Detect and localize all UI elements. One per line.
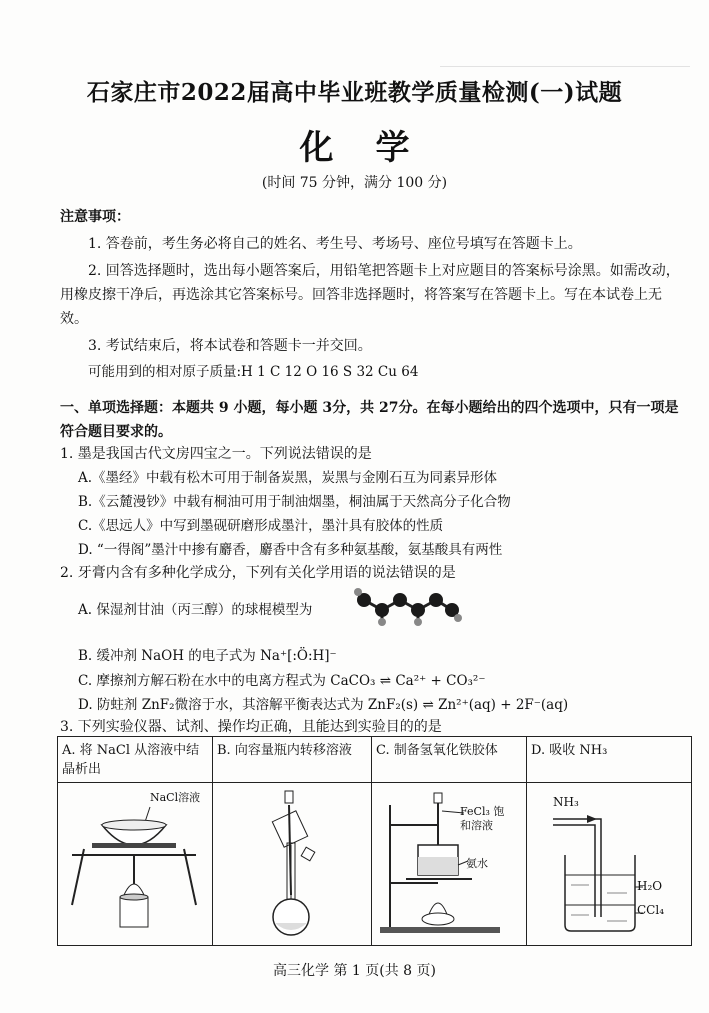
- option-d-text: D. 防蛀剂 ZnF₂微溶于水，其溶解平衡表达式为: [78, 697, 364, 713]
- nh3-label: NH₃: [553, 795, 579, 809]
- question-1-option-d: D. “一得阁”墨汁中掺有麝香，麝香中含有多种氨基酸，氨基酸具有两性: [78, 542, 503, 558]
- nacl-solution-label: NaCl溶液: [150, 791, 201, 804]
- notes-heading: 注意事项：: [60, 209, 130, 225]
- question-1-option-b: B.《云麓漫钞》中载有桐油可用于制油烟墨，桐油属于天然高分子化合物: [78, 494, 511, 510]
- bleed-through-mark: [440, 66, 690, 68]
- note-item-3: 3. 考试结束后，将本试卷和答题卡一并交回。: [88, 338, 372, 354]
- experiment-c-label: C. 制备氢氧化铁胶体: [372, 737, 527, 783]
- question-3-stem: 3. 下列实验仪器、试剂、操作均正确，且能达到实验目的的是: [60, 719, 442, 735]
- naoh-electron-formula: Na⁺[:Ö:H]⁻: [260, 648, 337, 664]
- znf2-equilibrium-equation: ZnF₂(s) ⇌ Zn²⁺(aq) + 2F⁻(aq): [367, 697, 569, 713]
- note-item-1: 1. 答卷前，考生务必将自己的姓名、考生号、考场号、座位号填写在答题卡上。: [88, 236, 582, 252]
- h2o-label: H₂O: [637, 879, 663, 893]
- caco3-ionization-equation: CaCO₃ ⇌ Ca²⁺ + CO₃²⁻: [330, 673, 486, 689]
- option-b-text: B. 缓冲剂 NaOH 的电子式为: [78, 648, 256, 664]
- question-2-option-b: [78, 644, 337, 664]
- time-info: (时间 75 分钟，满分 100 分): [261, 175, 448, 191]
- option-c-text: C. 摩擦剂方解石粉在水中的电离方程式为: [78, 673, 326, 689]
- section-heading: 一、单项选择题：本题共 9 小题，每小题 3分，共 27分。在每小题给出的四个选项中，只有一项是符合题目要求的。: [60, 400, 679, 440]
- experiment-d-label: D. 吸收 NH₃: [527, 737, 692, 783]
- experiment-d-diagram: [527, 783, 692, 946]
- page-footer: 高三化学 第 1 页(共 8 页): [273, 963, 436, 979]
- question-2-option-c: [78, 669, 485, 689]
- note-item-2: 2. 回答选择题时，选出每小题答案后，用铅笔把答题卡上对应题目的答案标号涂黑。如需改动，用橡皮擦干净后，再选涂其它答案标号。回答非选择题时，将答案写在答题卡上。写在本试卷上无效。: [60, 263, 680, 327]
- question-1-option-a: A.《墨经》中载有松木可用于制备炭黑，炭黑与金刚石互为同素异形体: [78, 470, 498, 486]
- experiment-a-diagram: [58, 783, 213, 946]
- experiment-a-label: A. 将 NaCl 从溶液中结晶析出: [58, 737, 213, 783]
- experiment-b-label: B. 向容量瓶内转移溶液: [213, 737, 372, 783]
- glycerol-ball-stick-model: [352, 586, 464, 626]
- question-2-option-a: A. 保湿剂甘油（丙三醇）的球棍模型为: [78, 602, 313, 618]
- evaporation-apparatus: [62, 785, 208, 939]
- exam-title: 石家庄市2022届高中毕业班教学质量检测(一)试题: [86, 79, 623, 106]
- experiment-c-diagram: [372, 783, 527, 946]
- question-1-stem: 1. 墨是我国古代文房四宝之一。下列说法错误的是: [60, 446, 372, 462]
- question-2-option-d: [78, 693, 568, 713]
- experiment-b-diagram: [213, 783, 372, 946]
- ammonia-label: 氨水: [466, 857, 488, 870]
- subject-title: 化学: [299, 128, 452, 168]
- question-1-option-c: C.《思远人》中写到墨砚研磨形成墨汁，墨汁具有胶体的性质: [78, 518, 444, 534]
- experiment-table: [57, 736, 692, 946]
- volumetric-flask-apparatus: [217, 785, 367, 939]
- atomic-masses: 可能用到的相对原子质量:H 1 C 12 O 16 S 32 Cu 64: [88, 364, 419, 380]
- ccl4-label: CCl₄: [637, 903, 665, 917]
- question-2-stem: 2. 牙膏内含有多种化学成分，下列有关化学用语的说法错误的是: [60, 565, 456, 581]
- fecl3-solution-label: FeCl₃ 饱和溶液: [460, 805, 505, 832]
